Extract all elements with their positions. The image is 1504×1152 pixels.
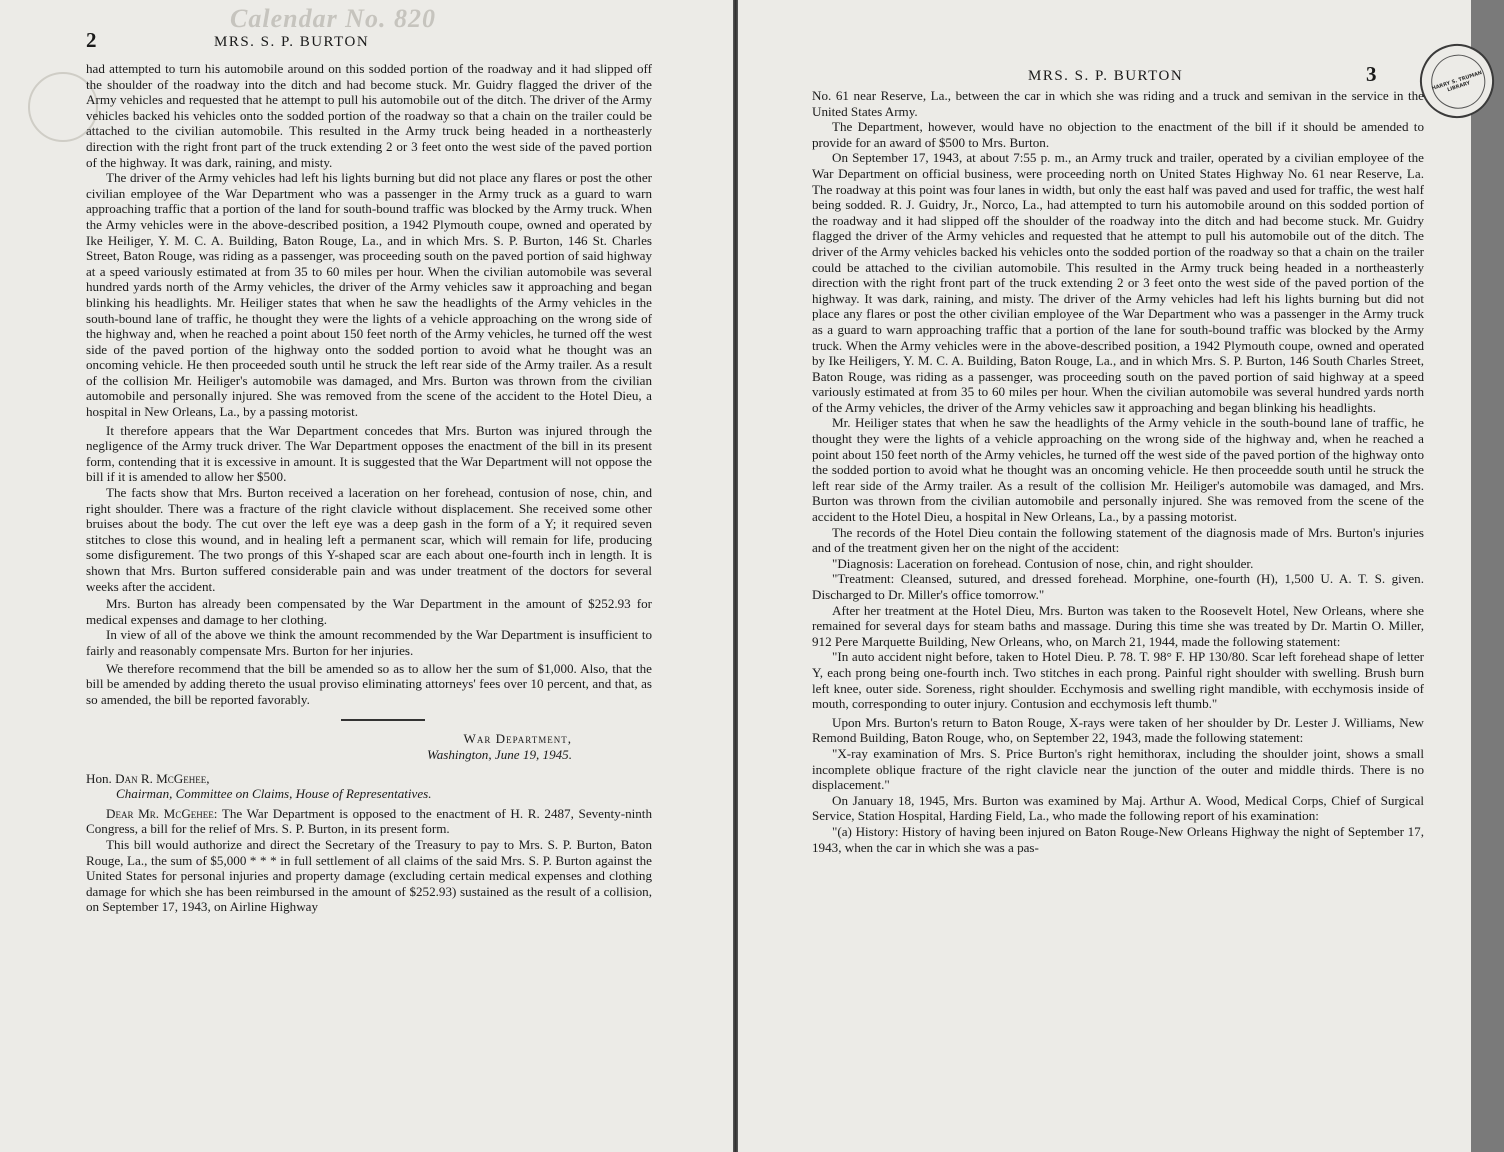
paragraph: The facts show that Mrs. Burton received a laceration on her forehead, contusion of nose, chin, and right shoulder. There was a fracture of the right clavicle without displacement. She received some other bruises about the body. The cut over the left eye was a deep gash in the form of a Y; it required seven stitches to close this wound, and in healing left a permanent scar, which will remain for life, producing some disfigurement. The two prongs of this Y-shaped scar are each about one-fourth inch in length. It is shown that Mrs. Burton suffered considerable pain and was under treatment of the doctors for several weeks after the accident. <box>86 485 652 594</box>
quoted-statement: "In auto accident night before, taken to Hotel Dieu. P. 78. T. 98° F. HP 130/80. Scar left forehead shape of letter Y, each prong being one-fourth inch. Two stitches in each prong. Painful right shoulder with swelling. Brush burn left knee, outer side. Soreness, right shoulder. Ecchymosis and swelling right mandible, with ecchymosis inside of mouth, corresponding to outer injury. Contusion and ecchymosis left thumb." <box>812 649 1424 712</box>
addressee-name-text: Dan R. McGehee, <box>115 770 210 786</box>
paragraph: had attempted to turn his automobile around on this sodded portion of the roadway and it had slipped off the shoulder of the roadway into the ditch and had become stuck. Mr. Guidry flagged the driver of the Army vehicles and requested that he attempt to pull his automobile out of the ditch. The driver of the Army vehicles backed his vehicles onto the sodded portion of the roadway so that a chain on the trailer could be attached to the civilian automobile. This resulted in the Army truck being headed in a northeasterly direction with the right front part of the truck extending 2 or 3 feet onto the west side of the paved portion of the highway. It was dark, raining, and misty. <box>86 61 652 170</box>
quoted-diagnosis: "Diagnosis: Laceration on forehead. Contusion of nose, chin, and right shoulder. <box>832 555 1254 571</box>
quoted-history: "(a) History: History of having been injured on Baton Rouge-New Orleans Highway the night of September 17, 1943, when the car in which she was a pas- <box>812 823 1424 855</box>
paragraph: Mr. Heiliger states that when he saw the headlights of the Army vehicle in the south-bound lane of traffic, he thought they were the lights of a vehicle approaching on the wrong side of the highway and, when he reached a point about 150 feet north of the Army vehicles, he turned off the west side of the paved portion of the highway onto the sodded portion to avoid what he thought was an oncoming vehicle. He then proceedde south until he struck the left rear side of the Army trailer. As a result of the collision Mr. Heiliger's automobile was damaged, and Mrs. Burton was thrown from the civilian automobile and personally injured. She was removed from the scene of the accident to the Hotel Dieu, a hospital in New Orleans, La., by a passing motorist. <box>812 415 1424 525</box>
paragraph: In view of all of the above we think the amount recommended by the War Department is insufficient to fairly and reasonably compensate Mrs. Burton for her injuries. <box>86 627 652 658</box>
addressee-block <box>86 771 652 802</box>
paragraph: It therefore appears that the War Department concedes that Mrs. Burton was injured through the negligence of the Army truck driver. The War Department opposes the enactment of the bill in its present form, contending that it is excessive in amount. It is suggested that the War Department will not oppose the bill if it is amended to allow her $500. <box>86 422 652 485</box>
quoted-xray: "X-ray examination of Mrs. S. Price Burton's right hemithorax, including the shoulder joint, shows a small incomplete oblique fracture of the right clavicle near the junction of the outer and middle thirds. There is no displacement." <box>812 745 1424 793</box>
quoted-treatment: "Treatment: Cleansed, sutured, and dressed forehead. Morphine, one-fourth (H), 1,500 U. A. T. S. given. Discharged to Dr. Miller's office tomorrow." <box>812 571 1424 602</box>
section-rule <box>341 719 425 721</box>
addressee-name <box>86 771 652 787</box>
right-body-text <box>812 88 1424 855</box>
paragraph: The Department, however, would have no objection to the enactment of the bill if it should be amended to provide for an award of $500 to Mrs. Burton. <box>812 119 1424 150</box>
library-stamp <box>1410 34 1503 127</box>
page-number: 2 <box>86 28 97 52</box>
page-number: 3 <box>1366 62 1377 86</box>
paragraph: On September 17, 1943, at about 7:55 p. m., an Army truck and trailer, operated by a civilian employee of the War Department on official business, were proceeding north on United States Highway No. 61 near Reserve, La. The roadway at this point was four lanes in width, but only the east half was paved and used for traffic, the west half being sodded. R. J. Guidry, Jr., Norco, La., had attempted to turn his automobile around on this sodded portion of the roadway and it had slipped off the shoulder of the roadway into the ditch and had become stuck. Mr. Guidry flagged the driver of the Army vehicles and requested that he attempt to pull his automobile out of the ditch. The driver of the Army vehicles backed his vehicles onto the sodded portion of the roadway so that a chain on the trailer could be attached to the civilian automobile. This resulted in the Army truck being headed in a northeasterly direction with the right front part of the truck extending 2 or 3 feet onto the west side of the paved portion of the highway. It was dark, raining, and misty. The driver of the Army vehicles had left his lights burning but did not place any flares or post the other civilian employee of the War Department who was a passenger in the Army truck as a guard to warn approaching traffic that a portion of the lane for south-bound traffic was blocked by the Army truck. When the Army vehicles were in the above-described position, a 1942 Plymouth coupe, owned and operated by Ike Heiligers, Y. M. C. A. Building, Baton Rouge, La., and in which Mrs. S. P. Burton, 146 South Charles Street, Baton Rouge, was riding as a passenger, was proceeding south on the paved portion of said highway at a speed variously estimated at from 35 to 60 miles per hour. When the civilian automobile was several hundred yards north of the Army vehicles, the driver of the Army vehicles saw it approaching and began blinking his headlights. <box>812 150 1424 415</box>
paragraph: The driver of the Army vehicles had left his lights burning but did not place any flares or post the other civilian employee of the War Department who was a passenger in the Army truck as a guard to warn approaching traffic that a portion of the land for south-bound traffic was blocked by the Army truck. When the Army vehicles were in the above-described position, a 1942 Plymouth coupe, owned and operated by Ike Heiliger, Y. M. C. A. Building, Baton Rouge, La., and in which Mrs. S. P. Burton, 146 St. Charles Street, Baton Rouge, was riding as a passenger, was proceeding south on the paved portion of said highway at a speed variously estimated at from 35 to 60 miles per hour. When the civilian automobile was several hundred yards north of the Army vehicles, the driver of the Army vehicles saw it approaching and began blinking his headlights. Mr. Heiliger states that when he saw the headlights of the Army vehicles in the south-bound lane of traffic, he thought they were the lights of a vehicle approaching on the wrong side of the highway and, when he reached a point about 150 feet north of the Army vehicles, he turned off the west side of the paved portion of the highway onto the sodded portion to avoid what he thought was an oncoming vehicle. He then proceeded south until he struck the left rear side of the Army trailer. As a result of the collision Mr. Heiliger's automobile was damaged, and Mrs. Burton was thrown from the civilian automobile and personally injured. She was removed from the scene of the accident to the Hotel Dieu, a hospital in New Orleans, La., by a passing motorist. <box>86 170 652 420</box>
letter-paragraph: The War Department is opposed to the enactment of H. R. 2487, Seventy-ninth Congress, a bill for the relief of Mrs. S. P. Burton, in its present form. <box>86 805 652 837</box>
signature-org: War Department, <box>463 731 572 747</box>
paragraph: On January 18, 1945, Mrs. Burton was examined by Maj. Arthur A. Wood, Medical Corps, Chief of Surgical Service, Station Hospital, Harding Field, La., who made the following report of his examination: <box>812 792 1424 824</box>
paragraph: We therefore recommend that the bill be amended so as to allow her the sum of $1,000. Also, that the bill be amended by adding thereto the usual proviso eliminating attorneys' fees over 10 percent, and that, as so amended, the bill be reported favorably. <box>86 660 652 707</box>
signature-block <box>86 731 572 762</box>
paragraph: The records of the Hotel Dieu contain the following statement of the diagnosis made of Mrs. Burton's injuries and of the treatment given her on the night of the accident: <box>812 524 1424 556</box>
running-head: MRS. S. P. BURTON <box>1028 68 1184 84</box>
running-head: MRS. S. P. BURTON <box>214 34 370 50</box>
addressee-prefix: Hon. <box>86 770 116 786</box>
left-body-text <box>86 61 652 915</box>
paragraph: Mrs. Burton has already been compensated by the War Department in the amount of $252.93 for medical expenses and damage to her clothing. <box>86 596 652 627</box>
letter-opening <box>86 806 652 837</box>
salutation: Dear Mr. McGehee: <box>106 805 218 821</box>
page-3 <box>738 0 1483 1152</box>
paragraph: No. 61 near Reserve, La., between the car in which she was riding and a truck and semivan in the service in the United States Army. <box>812 88 1424 119</box>
stamp-text: HARRY S. TRUMAN LIBRARY <box>1431 70 1483 94</box>
signature-place-date: Washington, June 19, 1945. <box>427 746 572 762</box>
page-2 <box>0 0 733 1152</box>
letter-paragraph: This bill would authorize and direct the Secretary of the Treasury to pay to Mrs. S. P. Burton, Baton Rouge, La., the sum of $5,000 * * * in full settlement of all claims of the said Mrs. S. P. Burton against the United States for personal injuries and property damage (excluding certain medical expenses and clothing damage for which she has been reimbursed in the amount of $252.93) sustained as the result of a collision, on September 17, 1943, on Airline Highway <box>86 836 652 915</box>
addressee-title: Chairman, Committee on Claims, House of Representatives. <box>116 786 432 802</box>
paragraph: Upon Mrs. Burton's return to Baton Rouge, X-rays were taken of her shoulder by Dr. Lester J. Williams, New Remond Building, Baton Rouge, who, on September 22, 1943, made the following statement: <box>812 714 1424 746</box>
ghost-heading: Calendar No. 820 <box>230 4 436 33</box>
paragraph: After her treatment at the Hotel Dieu, Mrs. Burton was taken to the Roosevelt Hotel, New Orleans, where she remained for several days for steam baths and massage. During this time she was treated by Dr. Martin O. Miller, 912 Pere Marquette Building, New Orleans, who, on March 21, 1944, made the following statement: <box>812 602 1424 649</box>
